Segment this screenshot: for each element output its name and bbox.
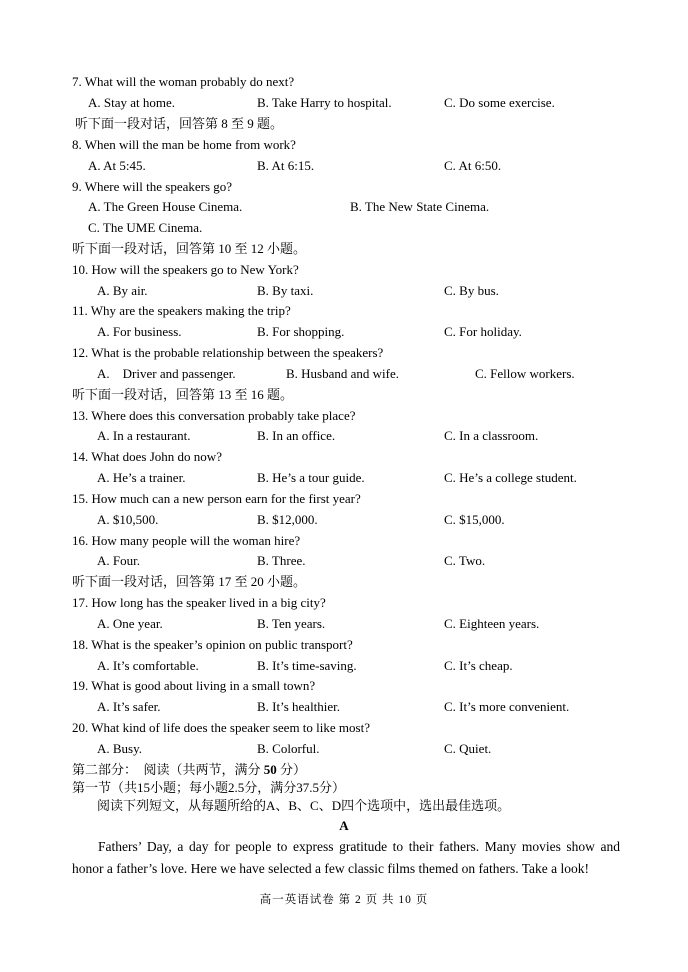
option-b: B. Ten years. [257, 616, 326, 631]
option-c: C. In a classroom. [444, 428, 539, 443]
question-19: 19. What is good about living in a small town? [72, 678, 316, 693]
option-a: A. Four. [97, 553, 140, 568]
option-b: B. By taxi. [257, 283, 314, 298]
question-10: 10. How will the speakers go to New York? [72, 262, 299, 277]
option-b: B. The New State Cinema. [350, 199, 490, 214]
option-b: B. It’s healthier. [257, 699, 341, 714]
question-20: 20. What kind of life does the speaker seem to like most? [72, 720, 370, 735]
option-c: C. Two. [444, 553, 486, 568]
option-b: B. He’s a tour guide. [257, 470, 365, 485]
option-c: C. Eighteen years. [444, 616, 540, 631]
question-15: 15. How much can a new person earn for the first year? [72, 491, 361, 506]
section-2-score: 50 [263, 762, 277, 777]
option-a: A. One year. [97, 616, 163, 631]
question-8: 8. When will the man be home from work? [72, 137, 296, 152]
option-a: A. $10,500. [97, 512, 159, 527]
passage-a-text: Fathers’ Day, a day for people to express gratitude to their fathers. Many movies show and honor a father’s love. Here we have selected a few classic films themed on fathers. Take a look! [72, 839, 620, 876]
option-b: B. $12,000. [257, 512, 318, 527]
section-2-directions: 阅读下列短文，从每题所给的A、B、C、D四个选项中，选出最佳选项。 [97, 798, 511, 813]
question-16: 16. How many people will the woman hire? [72, 533, 301, 548]
option-a: A. In a restaurant. [97, 428, 191, 443]
option-c: C. It’s more convenient. [444, 699, 570, 714]
option-a: A. At 5:45. [88, 158, 146, 173]
section-2-title-pre: 第二部分： 阅读（共两节，满分 [72, 762, 264, 777]
option-a: A. It’s safer. [97, 699, 161, 714]
option-a: A. The Green House Cinema. [88, 199, 243, 214]
option-b: B. It’s time-saving. [257, 658, 357, 673]
option-c: C. By bus. [444, 283, 499, 298]
instruction-13-16: 听下面一段对话，回答第 13 至 16 题。 [72, 387, 294, 402]
option-b: B. For shopping. [257, 324, 345, 339]
question-7: 7. What will the woman probably do next? [72, 74, 295, 89]
option-a: A. He’s a trainer. [97, 470, 186, 485]
section-2-sub: 第一节（共15小题；每小题2.5分，满分37.5分） [72, 780, 346, 795]
option-b: B. Colorful. [257, 741, 320, 756]
question-18: 18. What is the speaker’s opinion on public transport? [72, 637, 353, 652]
option-a: A. By air. [97, 283, 148, 298]
option-b: B. Take Harry to hospital. [257, 95, 392, 110]
question-14: 14. What does John do now? [72, 449, 222, 464]
option-b: B. In an office. [257, 428, 336, 443]
instruction-17-20: 听下面一段对话，回答第 17 至 20 小题。 [72, 574, 307, 589]
option-a: A. For business. [97, 324, 182, 339]
option-c: C. Quiet. [444, 741, 492, 756]
page-footer: 高一英语试卷 第 2 页 共 10 页 [259, 894, 429, 906]
question-13: 13. Where does this conversation probably take place? [72, 408, 356, 423]
option-b: B. Husband and wife. [286, 366, 400, 381]
option-b: B. Three. [257, 553, 306, 568]
instruction-10-12: 听下面一段对话，回答第 10 至 12 小题。 [72, 241, 307, 256]
instruction-8-9: 听下面一段对话，回答第 8 至 9 题。 [75, 116, 284, 131]
option-b: B. At 6:15. [257, 158, 315, 173]
option-c: C. Fellow workers. [475, 366, 575, 381]
section-2-title-post: 分） [276, 762, 307, 777]
question-17: 17. How long has the speaker lived in a big city? [72, 595, 326, 610]
option-a: A. Driver and passenger. [97, 366, 236, 381]
passage-label: A [339, 818, 349, 833]
option-a: A. Stay at home. [88, 95, 176, 110]
option-c: C. $15,000. [444, 512, 505, 527]
question-9: 9. Where will the speakers go? [72, 179, 233, 194]
question-11: 11. Why are the speakers making the trip? [72, 303, 291, 318]
option-c: C. He’s a college student. [444, 470, 577, 485]
section-2-title [72, 762, 306, 778]
option-c: C. It’s cheap. [444, 658, 513, 673]
option-c: C. Do some exercise. [444, 95, 555, 110]
option-a: A. Busy. [97, 741, 143, 756]
option-9-c: C. The UME Cinema. [88, 220, 203, 235]
question-12: 12. What is the probable relationship between the speakers? [72, 345, 384, 360]
option-c: C. At 6:50. [444, 158, 502, 173]
option-c: C. For holiday. [444, 324, 522, 339]
option-a: A. It’s comfortable. [97, 658, 199, 673]
